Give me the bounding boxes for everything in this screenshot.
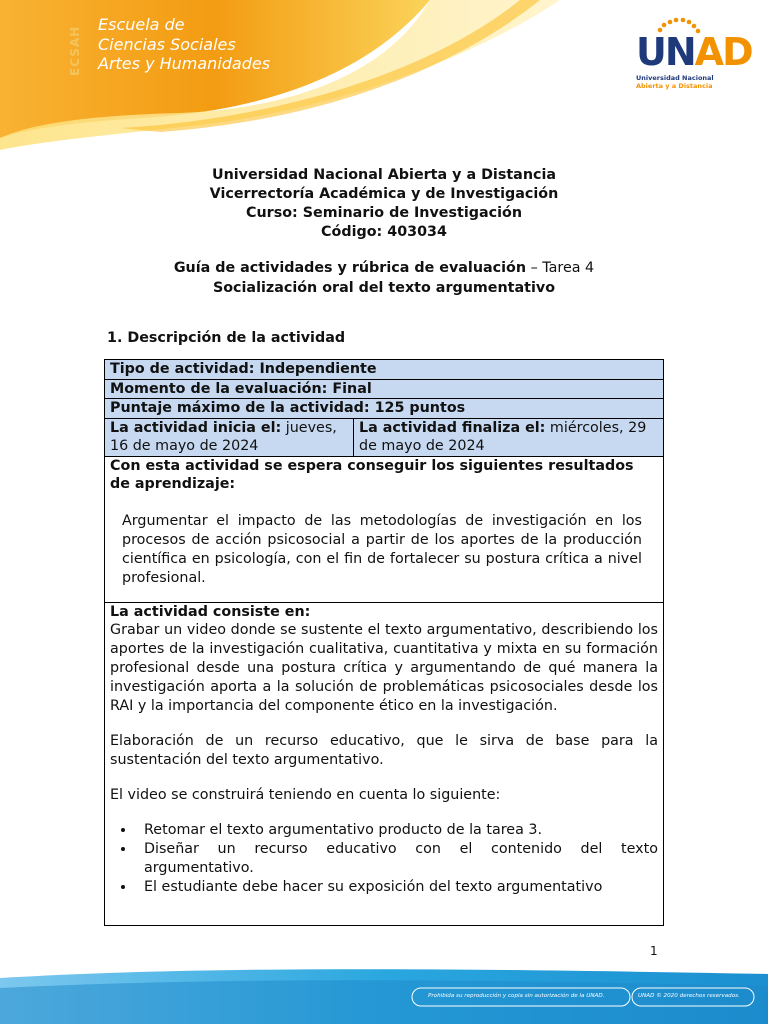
consiste-bullet-list bbox=[110, 821, 658, 897]
inicia-value: jueves, 16 de mayo de 2024 bbox=[110, 419, 337, 454]
logo-sub-line-1: Universidad Nacional bbox=[636, 74, 714, 82]
bullet-item: • El estudiante debe hacer su exposición del texto argumentativo bbox=[136, 878, 658, 897]
guide-task: – Tarea 4 bbox=[526, 260, 595, 276]
consiste-paragraph-3: El video se construirá teniendo en cuenta lo siguiente: bbox=[110, 787, 501, 803]
guide-bold: Guía de actividades y rúbrica de evaluación bbox=[173, 260, 527, 276]
footer-rights: UNAD © 2020 derechos reservados. bbox=[638, 993, 740, 999]
inicia-cell bbox=[105, 418, 354, 456]
institution-header bbox=[0, 166, 768, 242]
bullet-item: • Retomar el texto argumentativo producto de la tarea 3. bbox=[136, 821, 658, 840]
momento-cell: Momento de la evaluación: Final bbox=[105, 379, 664, 399]
consiste-paragraph-1: Grabar un video donde se sustente el texto argumentativo, describiendo los aportes de la investigación cualitativa, cuantitativa y mixta en su formación profesional desde una postura crítica y argumentando de qué manera la investigación aporta a la solución de problemáticas psicosociales desde los RAI y la importancia del componente ético en la investigación. bbox=[110, 622, 658, 714]
consiste-paragraph-2: Elaboración de un recurso educativo, que le sirva de base para la sustentación del texto argumentativo. bbox=[110, 733, 658, 768]
school-name bbox=[98, 15, 270, 74]
guide-title bbox=[0, 258, 768, 298]
page-number: 1 bbox=[650, 944, 658, 958]
header-line-3: Curso: Seminario de Investigación bbox=[245, 205, 523, 221]
logo-sub-line-2: Abierta y a Distancia bbox=[636, 82, 713, 90]
unad-logo bbox=[636, 16, 752, 90]
header-line-4: Código: 403034 bbox=[321, 224, 447, 240]
ecsah-label: ECSAH bbox=[68, 25, 82, 76]
school-line-1: Escuela de bbox=[98, 15, 185, 34]
tipo-cell: Tipo de actividad: Independiente bbox=[105, 360, 664, 380]
bullet-item: • Diseñar un recurso educativo con el contenido del texto argumentativo. bbox=[136, 840, 658, 878]
school-line-2: Ciencias Sociales bbox=[98, 34, 236, 54]
consiste-label: La actividad consiste en: bbox=[110, 603, 311, 620]
logo-subtitle bbox=[636, 74, 746, 90]
ecsah-vertical-mark bbox=[68, 14, 86, 76]
finaliza-label: La actividad finaliza el: bbox=[359, 419, 546, 436]
activity-table bbox=[104, 359, 664, 926]
school-line-3: Artes y Humanidades bbox=[98, 54, 271, 73]
finaliza-cell bbox=[354, 418, 664, 456]
resultados-cell bbox=[105, 456, 664, 602]
header-line-1: Universidad Nacional Abierta y a Distancia bbox=[211, 167, 557, 183]
section-title: 1. Descripción de la actividad bbox=[107, 330, 346, 346]
guide-subtitle: Socialización oral del texto argumentativo bbox=[212, 280, 556, 296]
puntaje-cell: Puntaje máximo de la actividad: 125 puntos bbox=[105, 399, 664, 419]
logo-wordmark: UNAD bbox=[636, 30, 752, 74]
consiste-cell bbox=[105, 602, 664, 925]
header-line-2: Vicerrectoría Académica y de Investigación bbox=[209, 186, 559, 202]
resultados-text: Argumentar el impacto de las metodologías de investigación en los procesos de acción psicosocial a partir de los aportes de la producción científica en psicología, con el fin de fortalecer su postura crítica a nivel profesional. bbox=[122, 512, 642, 586]
resultados-label: Con esta actividad se espera conseguir los siguientes resultados de aprendizaje: bbox=[110, 457, 634, 492]
inicia-label: La actividad inicia el: bbox=[110, 419, 282, 436]
finaliza-value: miércoles, 29 de mayo de 2024 bbox=[359, 419, 647, 454]
footer-notice: Prohibida su reproducción y copia sin autorización de la UNAD. bbox=[428, 993, 605, 999]
